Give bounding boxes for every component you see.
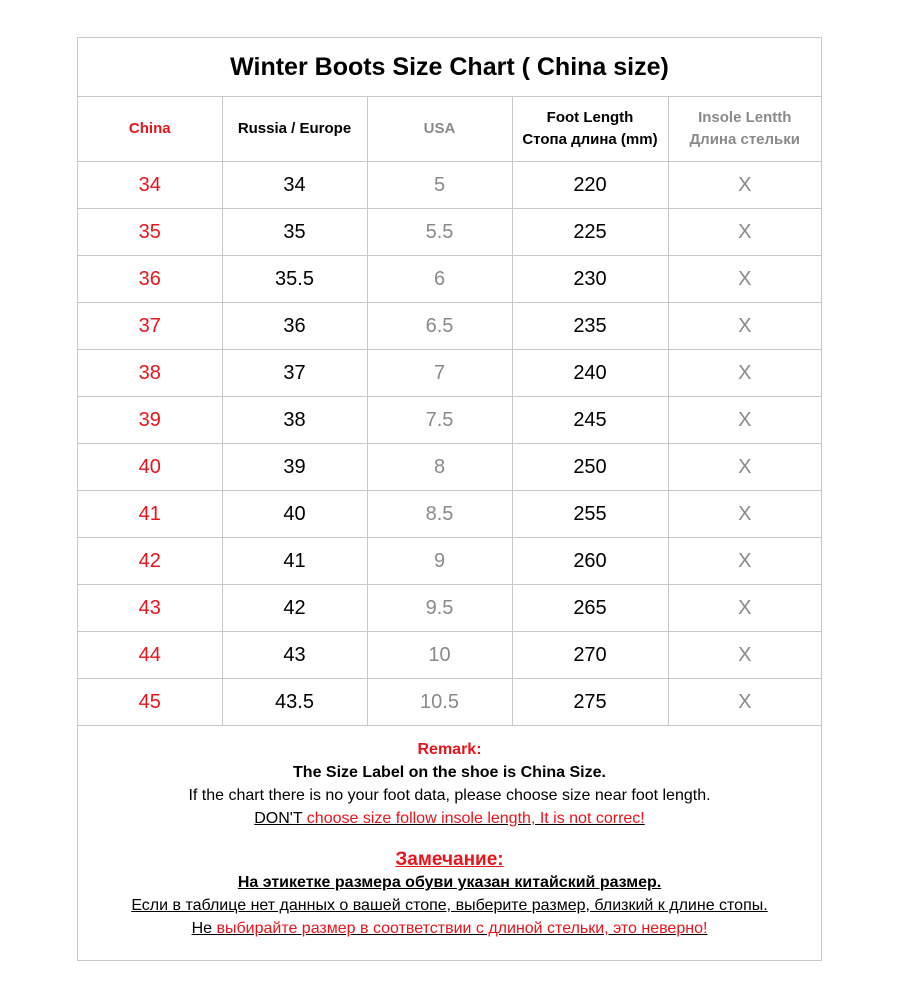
header-russia-europe: Russia / Europe bbox=[222, 97, 367, 162]
cell-china: 43 bbox=[78, 585, 222, 632]
cell-foot-length: 270 bbox=[512, 632, 668, 679]
header-usa: USA bbox=[367, 97, 512, 162]
size-row bbox=[78, 256, 821, 303]
remark-dont-rest-en: choose size follow insole length, It is not correc! bbox=[302, 810, 645, 827]
cell-foot-length: 220 bbox=[512, 162, 668, 209]
cell-foot-length: 275 bbox=[512, 679, 668, 726]
cell-insole-length: X bbox=[668, 585, 821, 632]
cell-insole-length: X bbox=[668, 538, 821, 585]
cell-usa: 10.5 bbox=[367, 679, 512, 726]
size-row bbox=[78, 585, 821, 632]
header-insole-en: Insole Lentth bbox=[698, 109, 792, 126]
cell-insole-length: X bbox=[668, 162, 821, 209]
cell-russia-europe: 38 bbox=[222, 397, 367, 444]
cell-russia-europe: 39 bbox=[222, 444, 367, 491]
cell-china: 44 bbox=[78, 632, 222, 679]
cell-china: 34 bbox=[78, 162, 222, 209]
cell-china: 42 bbox=[78, 538, 222, 585]
cell-china: 37 bbox=[78, 303, 222, 350]
cell-usa: 7 bbox=[367, 350, 512, 397]
remark-no-data-ru: Если в таблице нет данных о вашей стопе, выберите размер, близкий к длине стопы. bbox=[131, 897, 768, 914]
header-row bbox=[78, 97, 821, 162]
size-row bbox=[78, 162, 821, 209]
size-row bbox=[78, 350, 821, 397]
size-table bbox=[78, 97, 821, 726]
cell-insole-length: X bbox=[668, 350, 821, 397]
cell-china: 35 bbox=[78, 209, 222, 256]
cell-russia-europe: 37 bbox=[222, 350, 367, 397]
cell-insole-length: X bbox=[668, 491, 821, 538]
cell-foot-length: 240 bbox=[512, 350, 668, 397]
cell-china: 39 bbox=[78, 397, 222, 444]
cell-foot-length: 225 bbox=[512, 209, 668, 256]
remark-heading-ru: Замечание: bbox=[395, 849, 504, 870]
cell-usa: 7.5 bbox=[367, 397, 512, 444]
cell-foot-length: 260 bbox=[512, 538, 668, 585]
cell-china: 41 bbox=[78, 491, 222, 538]
size-row bbox=[78, 491, 821, 538]
cell-china: 36 bbox=[78, 256, 222, 303]
size-row bbox=[78, 679, 821, 726]
cell-usa: 5.5 bbox=[367, 209, 512, 256]
cell-russia-europe: 34 bbox=[222, 162, 367, 209]
cell-foot-length: 235 bbox=[512, 303, 668, 350]
header-foot-length-en: Foot Length bbox=[546, 109, 634, 126]
cell-russia-europe: 35.5 bbox=[222, 256, 367, 303]
remarks bbox=[78, 726, 821, 940]
cell-foot-length: 250 bbox=[512, 444, 668, 491]
cell-usa: 9.5 bbox=[367, 585, 512, 632]
cell-usa: 5 bbox=[367, 162, 512, 209]
remark-dont-en bbox=[78, 807, 821, 830]
remark-dont-ru bbox=[78, 917, 821, 940]
cell-usa: 6.5 bbox=[367, 303, 512, 350]
size-row bbox=[78, 303, 821, 350]
remark-dont-word-en: DON'T bbox=[254, 810, 303, 827]
cell-usa: 8.5 bbox=[367, 491, 512, 538]
remark-label-note-ru: На этикетке размера обуви указан китайский размер. bbox=[237, 874, 662, 891]
cell-usa: 10 bbox=[367, 632, 512, 679]
cell-russia-europe: 35 bbox=[222, 209, 367, 256]
cell-foot-length: 230 bbox=[512, 256, 668, 303]
cell-russia-europe: 41 bbox=[222, 538, 367, 585]
cell-china: 40 bbox=[78, 444, 222, 491]
cell-insole-length: X bbox=[668, 209, 821, 256]
remark-heading-en: Remark: bbox=[417, 741, 482, 758]
header-insole-length bbox=[668, 97, 821, 162]
cell-insole-length: X bbox=[668, 679, 821, 726]
cell-china: 45 bbox=[78, 679, 222, 726]
cell-foot-length: 245 bbox=[512, 397, 668, 444]
cell-russia-europe: 36 bbox=[222, 303, 367, 350]
header-foot-length-ru: Стопа длина (mm) bbox=[522, 131, 658, 148]
cell-russia-europe: 42 bbox=[222, 585, 367, 632]
cell-usa: 9 bbox=[367, 538, 512, 585]
size-chart bbox=[77, 37, 822, 961]
cell-insole-length: X bbox=[668, 303, 821, 350]
header-foot-length bbox=[512, 97, 668, 162]
chart-title: Winter Boots Size Chart ( China size) bbox=[78, 38, 821, 97]
cell-insole-length: X bbox=[668, 397, 821, 444]
cell-insole-length: X bbox=[668, 632, 821, 679]
size-row bbox=[78, 632, 821, 679]
remark-dont-word-ru: Не bbox=[191, 920, 213, 937]
header-insole-ru: Длина стельки bbox=[689, 131, 800, 148]
cell-usa: 8 bbox=[367, 444, 512, 491]
cell-insole-length: X bbox=[668, 256, 821, 303]
cell-usa: 6 bbox=[367, 256, 512, 303]
size-row bbox=[78, 209, 821, 256]
cell-foot-length: 255 bbox=[512, 491, 668, 538]
cell-insole-length: X bbox=[668, 444, 821, 491]
header-china: China bbox=[78, 97, 222, 162]
size-row bbox=[78, 397, 821, 444]
cell-russia-europe: 43 bbox=[222, 632, 367, 679]
cell-china: 38 bbox=[78, 350, 222, 397]
size-row bbox=[78, 444, 821, 491]
cell-russia-europe: 43.5 bbox=[222, 679, 367, 726]
cell-russia-europe: 40 bbox=[222, 491, 367, 538]
remark-label-note-en: The Size Label on the shoe is China Size. bbox=[293, 764, 606, 781]
remark-dont-rest-ru: выбирайте размер в соответствии с длиной стельки, это неверно! bbox=[212, 920, 708, 937]
remark-no-data-en: If the chart there is no your foot data, please choose size near foot length. bbox=[188, 787, 711, 804]
size-row bbox=[78, 538, 821, 585]
cell-foot-length: 265 bbox=[512, 585, 668, 632]
